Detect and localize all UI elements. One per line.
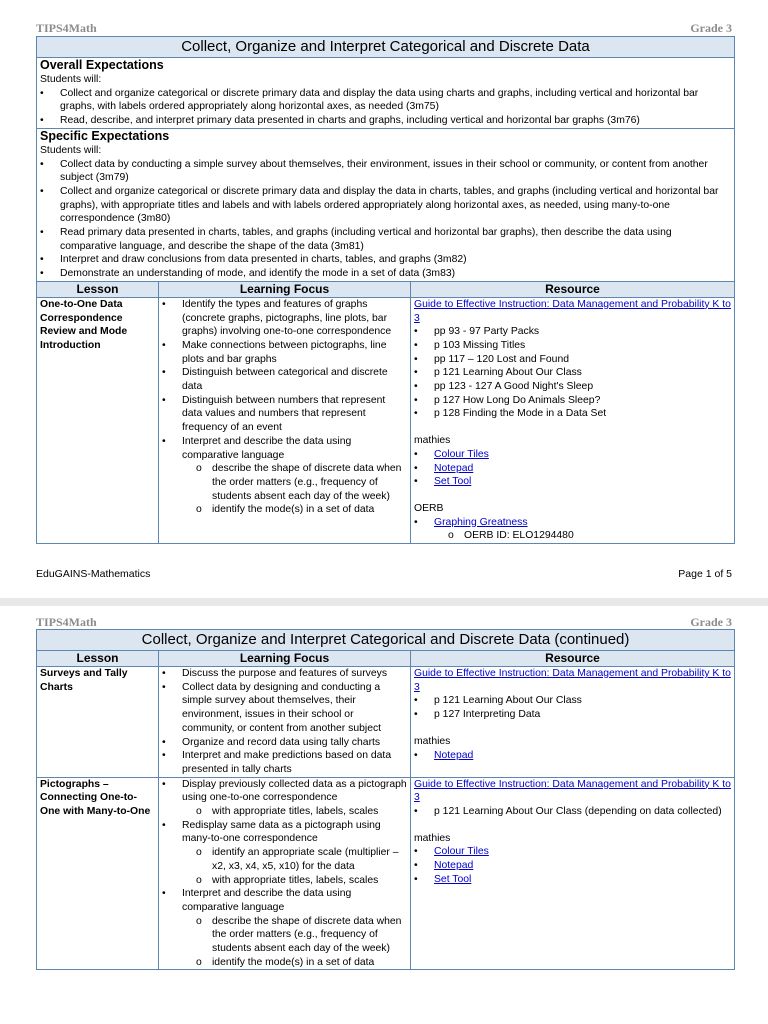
- list-item: • Identify the types and features of graphs (concrete graphs, pictographs, line plots, bar graphs) involving one-to-one correspondence: [162, 298, 407, 339]
- list-item: • pp 93 - 97 Party Packs: [414, 325, 731, 339]
- column-header-resource: Resource: [411, 651, 735, 667]
- footer-right: Page 1 of 5: [678, 568, 732, 580]
- mathies-link-notepad[interactable]: Notepad: [434, 462, 474, 474]
- list-item: • Discuss the purpose and features of surveys: [162, 667, 407, 681]
- sub-item: o identify the mode(s) in a set of data: [182, 956, 407, 970]
- sub-item: o identify an appropriate scale (multiplier – x2, x3, x4, x5, x10) for the data: [182, 846, 407, 873]
- list-item: • Redisplay same data as a pictograph using many-to-one correspondence o identify an appropriate scale (multiplier – x2, x3, x4, x5, x10) for the data o with appropriate titles, labels, scales: [162, 819, 407, 888]
- expectations-table: [36, 36, 735, 544]
- list-item: • p 127 Interpreting Data: [414, 708, 731, 722]
- lesson-name: Surveys and Tally Charts: [37, 667, 159, 778]
- specific-expectations: [37, 128, 735, 281]
- list-item: • p 121 Learning About Our Class (depending on data collected): [414, 805, 731, 819]
- specific-heading: Specific Expectations: [40, 128, 170, 143]
- column-header-focus: Learning Focus: [159, 651, 411, 667]
- header-left: TIPS4Math: [36, 615, 97, 629]
- column-header-lesson: Lesson: [37, 281, 159, 297]
- sub-item: o describe the shape of discrete data when the order matters (e.g., frequency of students absent each day of the week): [182, 915, 407, 956]
- page-title: Collect, Organize and Interpret Categorical and Discrete Data (continued): [37, 630, 735, 651]
- list-item: • Collect data by designing and conducting a simple survey about themselves, their environment, issues in their school or community, or content from another subject: [162, 681, 407, 736]
- mathies-link-notepad[interactable]: Notepad: [434, 749, 474, 761]
- guide-link[interactable]: Guide to Effective Instruction: Data Management and Probability K to 3: [414, 298, 731, 324]
- mathies-link-set-tool[interactable]: Set Tool: [434, 873, 472, 885]
- learning-focus: [159, 667, 411, 778]
- list-item: • Collect data by conducting a simple survey about themselves, their environment, issues in their school or community, or content from another subject (3m79): [40, 158, 731, 185]
- sub-item: o with appropriate titles, labels, scales: [182, 874, 407, 888]
- list-item: • Distinguish between numbers that represent data values and numbers that represent frequency of an event: [162, 394, 407, 435]
- lesson-name: Pictographs – Connecting One-to-One with Many-to-One: [37, 777, 159, 970]
- list-item: • Interpret and make predictions based on data presented in tally charts: [162, 749, 407, 776]
- list-item: • Make connections between pictographs, line plots and bar graphs: [162, 339, 407, 366]
- overall-heading: Overall Expectations: [40, 58, 164, 72]
- header-right: Grade 3: [690, 21, 732, 35]
- list-item: • p 128 Finding the Mode in a Data Set: [414, 407, 731, 421]
- learning-focus: [159, 777, 411, 970]
- page-footer: [36, 568, 732, 580]
- mathies-link-colour-tiles[interactable]: Colour Tiles: [434, 846, 489, 858]
- footer-left: EduGAINS-Mathematics: [36, 568, 151, 580]
- sub-item: o identify the mode(s) in a set of data: [182, 503, 407, 517]
- mathies-label: mathies: [414, 435, 451, 447]
- table-row: [37, 667, 735, 778]
- list-item: • Read primary data presented in charts, tables, and graphs (including vertical and horizontal bar graphs), then describe the data using comparative language, and describe the shape of the data (3m81): [40, 226, 731, 253]
- list-item: • p 103 Missing Titles: [414, 339, 731, 353]
- column-header-lesson: Lesson: [37, 651, 159, 667]
- mathies-label: mathies: [414, 832, 451, 844]
- list-item: • pp 117 – 120 Lost and Found: [414, 353, 731, 367]
- guide-link[interactable]: Guide to Effective Instruction: Data Management and Probability K to 3: [414, 778, 731, 804]
- list-item: • Collect and organize categorical or discrete primary data and display the data in charts, tables, and graphs (including vertical and horizontal bar graphs), with appropriate titles and labels and with labels ordered appropriately along horizontal axes, as needed, using many-to-one correspondence (3m80): [40, 185, 731, 226]
- header-left: TIPS4Math: [36, 21, 97, 35]
- overall-expectations: [37, 58, 735, 129]
- list-item: • p 121 Learning About Our Class: [414, 366, 731, 380]
- list-item: • Distinguish between categorical and discrete data: [162, 366, 407, 393]
- sub-item: o OERB ID: ELO1294480: [434, 529, 731, 543]
- list-item: • Interpret and draw conclusions from data presented in charts, tables, and graphs (3m82): [40, 253, 731, 267]
- column-header-focus: Learning Focus: [159, 281, 411, 297]
- list-item: • Read, describe, and interpret primary data presented in charts and graphs, including vertical and horizontal bar graphs (3m76): [40, 114, 731, 128]
- lessons-table: [36, 629, 735, 970]
- resources: [411, 777, 735, 970]
- resources: [411, 297, 735, 543]
- mathies-link-set-tool[interactable]: Set Tool: [434, 476, 472, 488]
- specific-intro: Students will:: [40, 144, 102, 156]
- table-row: [37, 297, 735, 543]
- list-item: • pp 123 - 127 A Good Night's Sleep: [414, 380, 731, 394]
- list-item: • p 121 Learning About Our Class: [414, 694, 731, 708]
- learning-focus: [159, 297, 411, 543]
- mathies-link-colour-tiles[interactable]: Colour Tiles: [434, 448, 489, 460]
- sub-item: o with appropriate titles, labels, scales: [182, 805, 407, 819]
- list-item: • Display previously collected data as a pictograph using one-to-one correspondence o with appropriate titles, labels, scales: [162, 778, 407, 819]
- list-item: • Organize and record data using tally charts: [162, 736, 407, 750]
- table-row: [37, 777, 735, 970]
- list-item: • Collect and organize categorical or discrete primary data and display the data using charts and graphs, including vertical and horizontal bar graphs, with labels ordered appropriately along horizontal axes, as needed (3m75): [40, 87, 731, 114]
- mathies-label: mathies: [414, 735, 451, 747]
- overall-list: [40, 87, 731, 128]
- oerb-link[interactable]: Graphing Greatness: [434, 516, 528, 528]
- mathies-link-notepad[interactable]: Notepad: [434, 860, 474, 872]
- list-item: • Interpret and describe the data using comparative language o describe the shape of discrete data when the order matters (e.g., frequency of students absent each day of the week) o identify the mode(s) in a set of data: [162, 435, 407, 517]
- overall-intro: Students will:: [40, 74, 102, 85]
- specific-list: [40, 158, 731, 281]
- lesson-name: One-to-One Data Correspondence Review and Mode Introduction: [37, 297, 159, 543]
- resources: [411, 667, 735, 778]
- page-header: [36, 21, 732, 36]
- header-right: Grade 3: [690, 615, 732, 629]
- list-item: • Interpret and describe the data using comparative language o describe the shape of discrete data when the order matters (e.g., frequency of students absent each day of the week) o identify the mode(s) in a set of data: [162, 887, 407, 969]
- list-item: • p 127 How Long Do Animals Sleep?: [414, 394, 731, 408]
- guide-link[interactable]: Guide to Effective Instruction: Data Management and Probability K to 3: [414, 668, 731, 693]
- page-title: Collect, Organize and Interpret Categorical and Discrete Data: [37, 37, 735, 58]
- sub-item: o describe the shape of discrete data when the order matters (e.g., frequency of students absent each day of the week): [182, 462, 407, 503]
- oerb-label: OERB: [414, 502, 444, 514]
- page-header: [36, 615, 732, 630]
- list-item: • Demonstrate an understanding of mode, and identify the mode in a set of data (3m83): [40, 267, 731, 281]
- column-header-resource: Resource: [411, 281, 735, 297]
